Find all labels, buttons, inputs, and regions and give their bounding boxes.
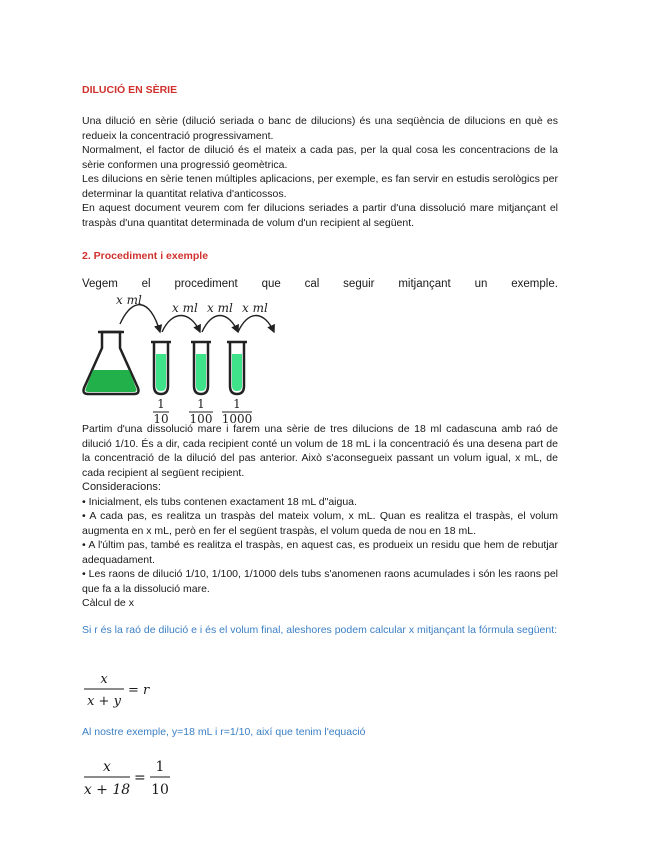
section-2-heading: 2. Procediment i exemple [82,250,209,262]
fraction-numerator: 1 [157,397,165,411]
body-paragraph: Partim d'una dissolució mare i farem una sèrie de tres dilucions de 18 ml cadascuna amb raó de dilució 1/10. És a dir, cada recipient conté un volum de 18 mL i la concentració és una desena part de la concentració de la dilució del pas anterior. Això s'aconsegueix passant un volum igual, x mL, de cada recipient al següent recipient. [82,423,558,479]
procedure-sentence [82,278,558,290]
calc-label: Càlcul de x [82,597,134,609]
bullet-2: • A cada pas, es realitza un traspàs del mateix volum, x mL. Quan es realitza el traspàs, el volum augmenta en x mL, però en fer el següent traspàs, el volum queda de nou en 18 mL. [82,510,558,537]
serial-dilution-figure [82,292,282,429]
formula2-rhs-numerator: 1 [155,759,165,775]
word: seguir [343,278,375,290]
word: un [474,278,488,290]
fraction-denominator: 10 [153,412,169,424]
formula-intro: Si r és la raó de dilució e i és el volum final, aleshores podem calcular x mitjançant la fórmula següent: [82,623,558,636]
test-tube-3 [227,342,247,394]
formula1-rhs: = r [128,683,150,698]
formula1-numerator: x [100,672,108,687]
intro-paragraph-3: Les dilucions en sèrie tenen múltiples aplicacions, per exemple, es fan servir en estudis serològics per determinar la quantitat relativa d'anticossos. [82,173,558,200]
transfer-arrow [238,316,274,333]
test-tube-1 [151,342,171,394]
transfer-label: x ml [242,301,268,315]
word: exemple. [511,278,558,290]
example-line: Al nostre exemple, y=18 mL i r=1/10, així que tenim l'equació [82,726,366,738]
transfer-label: x ml [172,301,198,315]
formula1-denominator: x + y [87,694,121,709]
serial-dilution-diagram [82,292,282,424]
transfer-label: x ml [207,301,233,315]
example-line-wrap [82,725,366,740]
test-tube-2 [191,342,211,394]
word: Vegem [82,278,118,290]
intro-paragraph-4: En aquest document veurem com fer dilucions seriades a partir d'una dissolució mare mitjançant el traspàs d'una quantitat determinada de volum d'un recipient al següent. [82,202,558,229]
fraction-denominator: 1000 [221,412,253,424]
word: procediment [174,278,238,290]
transfer-arrow [162,316,200,333]
intro-paragraph-2: Normalment, el factor de dilució és el mateix a cada pas, per la qual cosa les concentracions de la sèrie conformen una progressió geomètrica. [82,144,558,171]
formula-ratio [82,670,202,715]
bullet-1: • Inicialment, els tubs contenen exactament 18 mL d"aigua. [82,495,357,508]
intro-section [82,114,558,230]
transfer-arrow [202,316,238,333]
bullet-4: • Les raons de dilució 1/10, 1/100, 1/1000 dels tubs s'anomenen raons acumulades i són les raons pel que fa a la dissolució mare. [82,568,558,595]
word: que [261,278,281,290]
considerations-title: Consideracions: [82,481,161,493]
fraction-numerator: 1 [233,397,241,411]
bullet-3: • A l'últim pas, també es realitza el traspàs, en aquest cas, es produeix un residu que hem de rebutjar adequadament. [82,539,558,566]
formula2-numerator: x [103,759,111,775]
fraction-denominator: 100 [189,412,213,424]
fraction-numerator: 1 [197,397,205,411]
flask-liquid [85,370,136,392]
formula2-equals: = [134,770,146,786]
formula2-denominator: x + 18 [83,782,131,798]
doc-title: DILUCIÓ EN SÈRIE [82,84,178,96]
word: cal [304,278,320,290]
transfer-label: x ml [116,293,142,307]
formula2-rhs-denominator: 10 [151,782,169,798]
word: mitjançant [398,278,451,290]
transfer-arrow [120,305,160,332]
word: el [141,278,151,290]
formula-equation [82,755,222,806]
intro-paragraph-1: Una dilució en sèrie (dilució seriada o banc de dilucions) és una seqüència de dilucions en què es redueix la concentració progressivament. [82,115,558,142]
explanation-section [82,422,558,638]
